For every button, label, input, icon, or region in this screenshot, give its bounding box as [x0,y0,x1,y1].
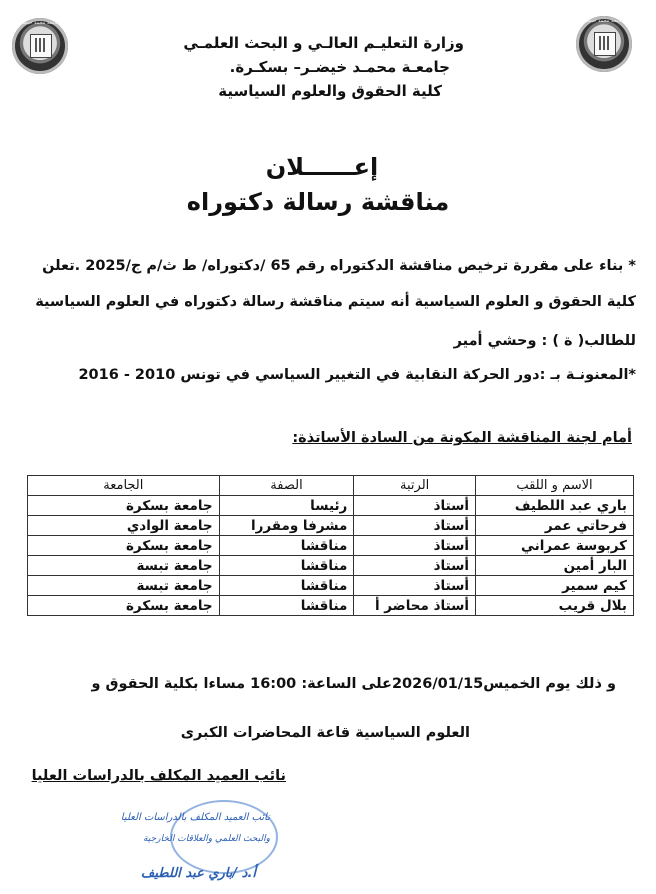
signer-title: نائب العميد المكلف بالدراسات العليا [31,768,286,784]
schedule-line-2: العلوم السياسية قاعة المحاضرات الكبرى [180,725,470,741]
schedule-line-1: و ذلك يوم الخميس2026/01/15على الساعة: 16:00 مساءا بكلية الحقوق و [91,676,616,692]
body-line-1: * بناء على مقررة ترخيص مناقشة الدكتوراه رقم 65 /دكتوراه/ ط ث/م ج/2025 .تعلن [42,258,636,274]
member-rank: أستاذ محاضر أ [354,596,476,616]
committee-label: أمام لجنة المناقشة المكونة من السادة الأساتذة: [292,430,632,446]
table-row [28,596,634,616]
logo-emblem-icon [594,32,616,56]
table-row [28,496,634,516]
member-role: مناقشا [219,536,354,556]
logo-ring-text: جامعة محمد خيضر [20,20,60,26]
university-logo-right [576,16,632,72]
header-role: الصفة [219,476,354,496]
thesis-title-line: *المعنونـة بـ :دور الحركة النقابية في التغيير السياسي في تونس 2010 - 2016 [78,367,636,383]
member-rank: أستاذ [354,556,476,576]
faculty-name: كلية الحقوق والعلوم السياسية [218,82,442,100]
table-header-row [28,476,634,496]
member-university: جامعة تبسة [28,576,220,596]
official-stamp [60,800,276,892]
university-logo-left [12,18,68,74]
table-row [28,516,634,536]
member-name: باري عبد اللطيف [476,496,634,516]
ministry-name: وزارة التعليـم العالـي و البحث العلمـي [183,34,464,52]
university-name: جامعـة محمـد خيضـر– بسكـرة. [229,58,450,76]
table-row [28,556,634,576]
member-rank: أستاذ [354,576,476,596]
member-university: جامعة بسكرة [28,536,220,556]
body-line-2: كلية الحقوق و العلوم السياسية أنه سيتم مناقشة رسالة دكتوراه في العلوم السياسية [35,294,636,310]
member-role: مشرفا ومقررا [219,516,354,536]
table-row [28,576,634,596]
member-role: رئيسا [219,496,354,516]
member-role: مناقشا [219,596,354,616]
member-university: جامعة تبسة [28,556,220,576]
member-university: جامعة بسكرة [28,496,220,516]
signer-name: أ.د /باري عبد اللطيف [140,866,256,881]
member-name: فرحاتي عمر [476,516,634,536]
member-university: جامعة الوادي [28,516,220,536]
member-name: بلال قريب [476,596,634,616]
stamp-line-2: والبحث العلمي والعلاقات الخارجية [143,834,270,844]
member-name: كيم سمير [476,576,634,596]
member-role: مناقشا [219,556,354,576]
member-university: جامعة بسكرة [28,596,220,616]
member-rank: أستاذ [354,536,476,556]
table-row [28,536,634,556]
header-name: الاسم و اللقب [476,476,634,496]
logo-emblem-icon [30,34,52,58]
member-name: كربوسة عمراني [476,536,634,556]
announcement-subtitle: مناقشة رسالة دكتوراه [186,188,450,216]
member-rank: أستاذ [354,496,476,516]
header-university: الجامعة [28,476,220,496]
jury-table [27,475,634,616]
announcement-title: إعــــــلان [265,153,379,181]
member-role: مناقشا [219,576,354,596]
member-rank: أستاذ [354,516,476,536]
student-name-line: للطالب( ة ) : وحشي أمير [453,333,636,349]
member-name: البار أمين [476,556,634,576]
header-rank: الرتبة [354,476,476,496]
stamp-line-1: نائب العميد المكلف بالدراسات العليا [120,812,270,823]
logo-ring-text: جامعة محمد خيضر [584,18,624,24]
